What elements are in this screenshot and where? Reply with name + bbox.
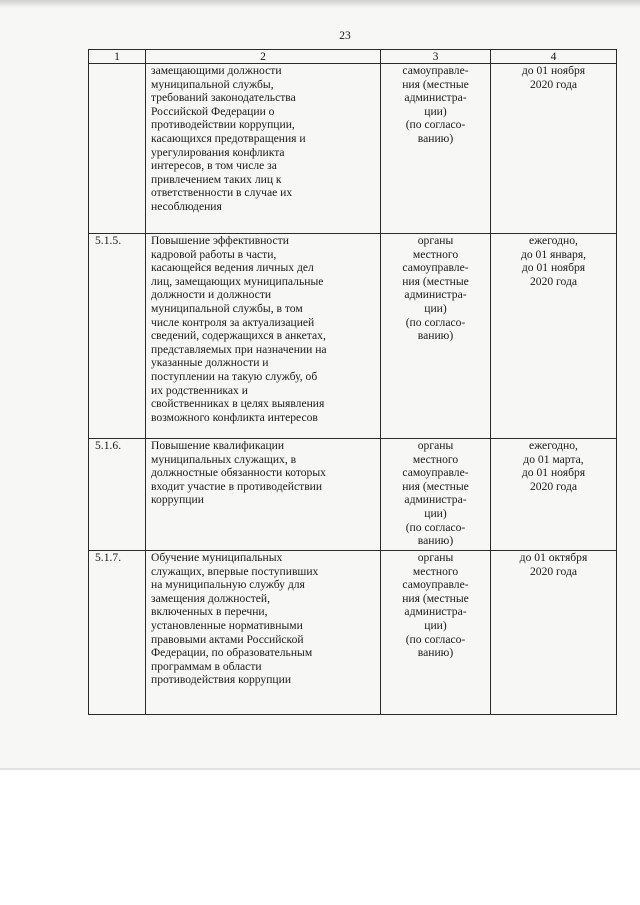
measure-description-line: касающейся ведения личных дел [151,261,314,275]
measure-description-line: интересов, в том числе за [151,159,277,173]
executor-line: местного [412,452,459,466]
executor-line: (по согласо- [405,118,466,132]
measure-description-line: замещающими должности [151,64,282,77]
executor-line: местного [412,564,459,578]
executor-line: органы [417,551,454,564]
item-number: 5.1.7. [95,551,122,564]
table-row [89,64,617,234]
deadline-cell [491,439,617,551]
executor-line: администра- [404,91,467,105]
measure-description-line: требований законодательства [151,91,296,105]
executor-line: ции) [424,104,447,118]
table-row [89,439,617,551]
measure-description-cell [146,234,381,439]
header-col-2: 2 [146,50,381,64]
deadline-line: до 01 ноября [521,466,586,480]
executor-line: самоуправле- [402,64,469,77]
executor-line: самоуправле- [402,261,469,275]
executor-line: органы [417,439,454,452]
measure-description-line: свойственниках в целях выявления [151,397,325,411]
item-number: 5.1.5. [95,234,122,247]
executor-line: ния (местные [402,591,469,605]
item-number-cell [89,64,146,234]
page-number: 23 [339,30,351,42]
measure-description-cell [146,439,381,551]
table-header-row [89,50,617,64]
executor-line: самоуправле- [402,578,469,592]
measure-description-line: сведений, содержащихся в анкетах, [151,329,326,343]
measure-description-line: касающихся предотвращения и [151,131,306,145]
measure-description-line: их родственниках и [151,383,248,397]
deadline-line: ежегодно, [529,234,578,247]
executor-cell [381,439,491,551]
deadline-cell [491,64,617,234]
measure-description-line: привлечением таких лиц к [151,172,282,186]
measure-description-line: установленные нормативными [151,618,303,632]
table-row [89,551,617,715]
measure-description-line: ответственности в случае их [151,186,293,200]
measure-description-line: Повышение эффективности [151,234,289,247]
executor-line: самоуправле- [402,466,469,480]
measure-description-line: урегулирования конфликта [151,145,285,159]
executor-line: ния (местные [402,479,469,493]
table-row [89,234,617,439]
deadline-line: до 01 января, [520,247,587,261]
executor-line: ции) [424,301,447,315]
deadline-line: до 01 октября [519,551,588,564]
executor-line: ванию) [417,534,454,548]
measure-description-line: правовыми актами Российской [151,632,304,646]
measure-description-line: должности и должности [151,288,272,302]
measure-description-line: включенных в перечни, [151,605,268,619]
executor-line: ванию) [417,646,454,660]
measure-description-line: служащих, впервые поступивших [151,564,319,578]
item-number-cell [89,551,146,715]
measure-description-line: Федерации, по образовательным [151,646,313,660]
measure-description-line: указанные должности и [151,356,269,370]
executor-line: ванию) [417,131,454,145]
measure-description-line: замещения должностей, [151,591,271,605]
measure-description-line: возможного конфликта интересов [151,410,318,424]
header-col-3: 3 [381,50,491,64]
item-number-cell [89,439,146,551]
deadline-line: ежегодно, [529,439,578,452]
deadline-cell [491,234,617,439]
deadline-line: 2020 года [529,274,578,288]
executor-cell [381,551,491,715]
executor-cell [381,234,491,439]
measure-description-line: поступлении на такую службу, об [151,369,318,383]
measures-table [88,49,617,715]
deadline-line: 2020 года [529,564,578,578]
executor-line: (по согласо- [405,520,466,534]
deadline-line: 2020 года [529,77,578,91]
measure-description-line: коррупции [151,493,204,507]
measure-description-line: на муниципальную службу для [151,578,305,592]
measure-description-line: входит участие в противодействии [151,479,323,493]
header-col-4: 4 [491,50,617,64]
deadline-cell [491,551,617,715]
measure-description-line: числе контроля за актуализацией [151,315,315,329]
executor-line: (по согласо- [405,315,466,329]
measure-description-line: противодействии коррупции, [151,118,295,132]
executor-line: ния (местные [402,77,469,91]
measure-description-line: Повышение квалификации [151,439,285,452]
measure-description-line: представляемых при назначении на [151,342,327,356]
executor-line: местного [412,247,459,261]
deadline-line: до 01 ноября [521,64,586,77]
executor-line: органы [417,234,454,247]
header-col-1: 1 [89,50,146,64]
executor-line: администра- [404,288,467,302]
executor-line: ции) [424,618,447,632]
measure-description-cell [146,551,381,715]
deadline-line: 2020 года [529,479,578,493]
measure-description-line: Обучение муниципальных [151,551,283,564]
executor-line: администра- [404,605,467,619]
measure-description-line: муниципальной службы, [151,77,274,91]
measure-description-line: муниципальной службы, в том [151,301,303,315]
measure-description-line: несоблюдения [151,199,222,213]
measure-description-line: должностные обязанности которых [151,466,326,480]
measure-description-line: Российской Федерации о [151,104,275,118]
measure-description-cell [146,64,381,234]
executor-line: ванию) [417,329,454,343]
deadline-line: до 01 марта, [523,452,584,466]
item-number: 5.1.6. [95,439,122,452]
executor-cell [381,64,491,234]
measure-description-line: лиц, замещающих муниципальные [151,274,324,288]
executor-line: ния (местные [402,274,469,288]
measure-description-line: кадровой работы в части, [151,247,277,261]
measure-description-line: противодействия коррупции [151,673,292,687]
executor-line: ции) [424,506,447,520]
executor-line: администра- [404,493,467,507]
measure-description-line: муниципальных служащих, в [151,452,297,466]
executor-line: (по согласо- [405,632,466,646]
item-number-cell [89,234,146,439]
measure-description-line: программам в области [151,659,262,673]
deadline-line: до 01 ноября [521,261,586,275]
